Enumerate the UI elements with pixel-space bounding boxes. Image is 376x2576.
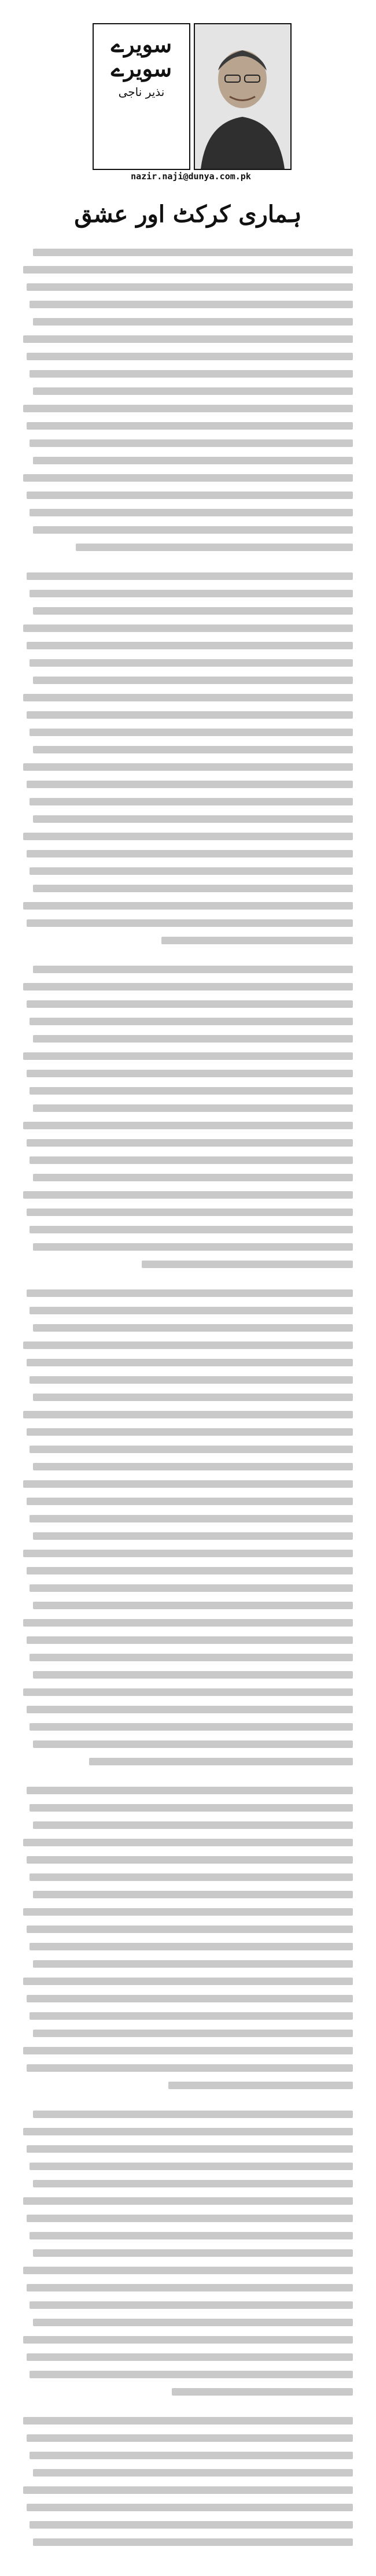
- body-text-line-placeholder: [33, 1740, 353, 1748]
- body-text-line-placeholder: [27, 642, 353, 649]
- body-text-line-placeholder: [30, 1307, 353, 1314]
- body-text-line-placeholder: [23, 1480, 353, 1488]
- body-text-line-placeholder: [27, 1498, 353, 1505]
- body-text-line-placeholder: [30, 509, 353, 516]
- body-text-line-placeholder: [30, 1376, 353, 1384]
- body-text-line-placeholder: [172, 2388, 353, 2396]
- body-text-line-placeholder: [23, 1688, 353, 1696]
- body-text-line-placeholder: [30, 867, 353, 875]
- body-text-line-placeholder: [27, 781, 353, 788]
- body-text-line-placeholder: [23, 335, 353, 343]
- body-text-line-placeholder: [23, 1619, 353, 1627]
- body-text-line-placeholder: [23, 1191, 353, 1199]
- body-text-line-placeholder: [30, 2232, 353, 2239]
- body-text-line-placeholder: [27, 1428, 353, 1436]
- body-text-line-placeholder: [33, 2319, 353, 2326]
- body-text-line-placeholder: [27, 1289, 353, 1297]
- body-text-line-placeholder: [76, 544, 353, 551]
- body-text-line-placeholder: [33, 1104, 353, 1112]
- body-text-line-placeholder: [27, 283, 353, 291]
- body-text-line-placeholder: [30, 590, 353, 597]
- body-text-line-placeholder: [30, 2452, 353, 2459]
- body-text-line-placeholder: [23, 2267, 353, 2274]
- body-text-line-placeholder: [27, 1139, 353, 1147]
- body-text-line-placeholder: [33, 885, 353, 892]
- body-text-line-placeholder: [30, 370, 353, 378]
- body-text-line-placeholder: [27, 2145, 353, 2153]
- body-text-line-placeholder: [27, 2504, 353, 2511]
- body-text-line-placeholder: [23, 1839, 353, 1846]
- article-body-placeholder: [23, 249, 353, 2556]
- body-text-line-placeholder: [30, 1723, 353, 1731]
- column-masthead: [0, 17, 376, 202]
- body-text-line-placeholder: [23, 1341, 353, 1349]
- paragraph-gap: [23, 2405, 353, 2417]
- body-text-line-placeholder: [33, 1463, 353, 1470]
- body-text-line-placeholder: [30, 439, 353, 447]
- body-text-line-placeholder: [23, 2197, 353, 2205]
- body-text-line-placeholder: [23, 983, 353, 991]
- body-text-line-placeholder: [30, 2371, 353, 2378]
- body-text-line-placeholder: [33, 318, 353, 326]
- body-text-line-placeholder: [168, 2082, 353, 2089]
- body-text-line-placeholder: [27, 1000, 353, 1008]
- body-text-line-placeholder: [23, 1122, 353, 1129]
- paragraph-gap: [23, 1278, 353, 1289]
- body-text-line-placeholder: [142, 1261, 353, 1268]
- body-text-line-placeholder: [23, 1550, 353, 1557]
- paragraph-gap: [23, 1775, 353, 1787]
- body-text-line-placeholder: [33, 607, 353, 615]
- body-text-line-placeholder: [33, 1532, 353, 1540]
- body-text-line-placeholder: [30, 659, 353, 667]
- body-text-line-placeholder: [30, 798, 353, 805]
- body-text-line-placeholder: [27, 2353, 353, 2361]
- body-text-line-placeholder: [27, 1856, 353, 1864]
- body-text-line-placeholder: [27, 2434, 353, 2442]
- body-text-line-placeholder: [23, 2336, 353, 2344]
- column-logo-box: [93, 23, 190, 170]
- body-text-line-placeholder: [33, 1394, 353, 1401]
- body-text-line-placeholder: [33, 1035, 353, 1043]
- column-logo: سویرے سویرے: [110, 31, 172, 82]
- body-text-line-placeholder: [30, 1087, 353, 1095]
- body-text-line-placeholder: [23, 2047, 353, 2054]
- body-text-line-placeholder: [33, 1671, 353, 1679]
- body-text-line-placeholder: [33, 1174, 353, 1181]
- body-text-line-placeholder: [30, 1515, 353, 1522]
- body-text-line-placeholder: [33, 387, 353, 395]
- body-text-line-placeholder: [33, 249, 353, 256]
- body-text-line-placeholder: [23, 833, 353, 840]
- body-text-line-placeholder: [89, 1758, 353, 1765]
- body-text-line-placeholder: [27, 1567, 353, 1575]
- body-text-line-placeholder: [33, 2180, 353, 2187]
- body-text-line-placeholder: [27, 572, 353, 580]
- body-text-line-placeholder: [23, 266, 353, 274]
- body-text-line-placeholder: [30, 2012, 353, 2020]
- body-text-line-placeholder: [23, 2417, 353, 2425]
- body-text-line-placeholder: [161, 937, 353, 944]
- body-text-line-placeholder: [33, 1891, 353, 1898]
- body-text-line-placeholder: [33, 1821, 353, 1829]
- body-text-line-placeholder: [23, 405, 353, 412]
- body-text-line-placeholder: [23, 1908, 353, 1916]
- body-text-line-placeholder: [30, 2163, 353, 2170]
- body-text-line-placeholder: [33, 815, 353, 823]
- body-text-line-placeholder: [27, 1706, 353, 1713]
- body-text-line-placeholder: [23, 694, 353, 701]
- body-text-line-placeholder: [23, 1978, 353, 1985]
- body-text-line-placeholder: [33, 746, 353, 753]
- body-text-line-placeholder: [30, 301, 353, 308]
- body-text-line-placeholder: [33, 2030, 353, 2037]
- body-text-line-placeholder: [27, 2064, 353, 2072]
- body-text-line-placeholder: [23, 2486, 353, 2494]
- body-text-line-placeholder: [23, 624, 353, 632]
- body-text-line-placeholder: [23, 763, 353, 771]
- body-text-line-placeholder: [23, 1052, 353, 1060]
- body-text-line-placeholder: [30, 2521, 353, 2529]
- author-portrait-icon: [194, 23, 292, 170]
- body-text-line-placeholder: [33, 1324, 353, 1332]
- body-text-line-placeholder: [30, 1018, 353, 1025]
- paragraph-gap: [23, 2099, 353, 2111]
- body-text-line-placeholder: [33, 2469, 353, 2477]
- body-text-line-placeholder: [27, 2215, 353, 2222]
- body-text-line-placeholder: [33, 2249, 353, 2257]
- author-name: نذیر ناجی: [118, 85, 165, 99]
- body-text-line-placeholder: [27, 1359, 353, 1366]
- body-text-line-placeholder: [27, 422, 353, 430]
- body-text-line-placeholder: [33, 526, 353, 534]
- body-text-line-placeholder: [30, 1873, 353, 1881]
- body-text-line-placeholder: [27, 353, 353, 360]
- body-text-line-placeholder: [27, 919, 353, 927]
- body-text-line-placeholder: [23, 474, 353, 482]
- paragraph-gap: [23, 561, 353, 572]
- body-text-line-placeholder: [23, 1411, 353, 1418]
- body-text-line-placeholder: [30, 729, 353, 736]
- body-text-line-placeholder: [27, 1636, 353, 1644]
- body-text-line-placeholder: [33, 677, 353, 684]
- body-text-line-placeholder: [27, 1070, 353, 1077]
- body-text-line-placeholder: [33, 966, 353, 973]
- body-text-line-placeholder: [27, 850, 353, 858]
- body-text-line-placeholder: [23, 2128, 353, 2135]
- body-text-line-placeholder: [27, 1995, 353, 2002]
- article-headline: ہماری کرکٹ اور عشق: [74, 201, 302, 228]
- body-text-line-placeholder: [33, 2538, 353, 2546]
- body-text-line-placeholder: [30, 1446, 353, 1453]
- body-text-line-placeholder: [30, 2301, 353, 2309]
- body-text-line-placeholder: [27, 1925, 353, 1933]
- body-text-line-placeholder: [27, 2284, 353, 2292]
- body-text-line-placeholder: [27, 491, 353, 499]
- body-text-line-placeholder: [30, 1156, 353, 1164]
- body-text-line-placeholder: [30, 1943, 353, 1950]
- body-text-line-placeholder: [23, 902, 353, 910]
- body-text-line-placeholder: [27, 1208, 353, 1216]
- body-text-line-placeholder: [30, 1804, 353, 1812]
- body-text-line-placeholder: [27, 1787, 353, 1794]
- author-email[interactable]: nazir.naji@dunya.com.pk: [131, 171, 251, 182]
- body-text-line-placeholder: [33, 1243, 353, 1251]
- body-text-line-placeholder: [33, 2111, 353, 2118]
- body-text-line-placeholder: [33, 1602, 353, 1609]
- paragraph-gap: [23, 954, 353, 966]
- body-text-line-placeholder: [30, 1584, 353, 1592]
- body-text-line-placeholder: [30, 1654, 353, 1661]
- body-text-line-placeholder: [33, 1960, 353, 1968]
- body-text-line-placeholder: [33, 457, 353, 464]
- body-text-line-placeholder: [30, 1226, 353, 1233]
- body-text-line-placeholder: [27, 711, 353, 719]
